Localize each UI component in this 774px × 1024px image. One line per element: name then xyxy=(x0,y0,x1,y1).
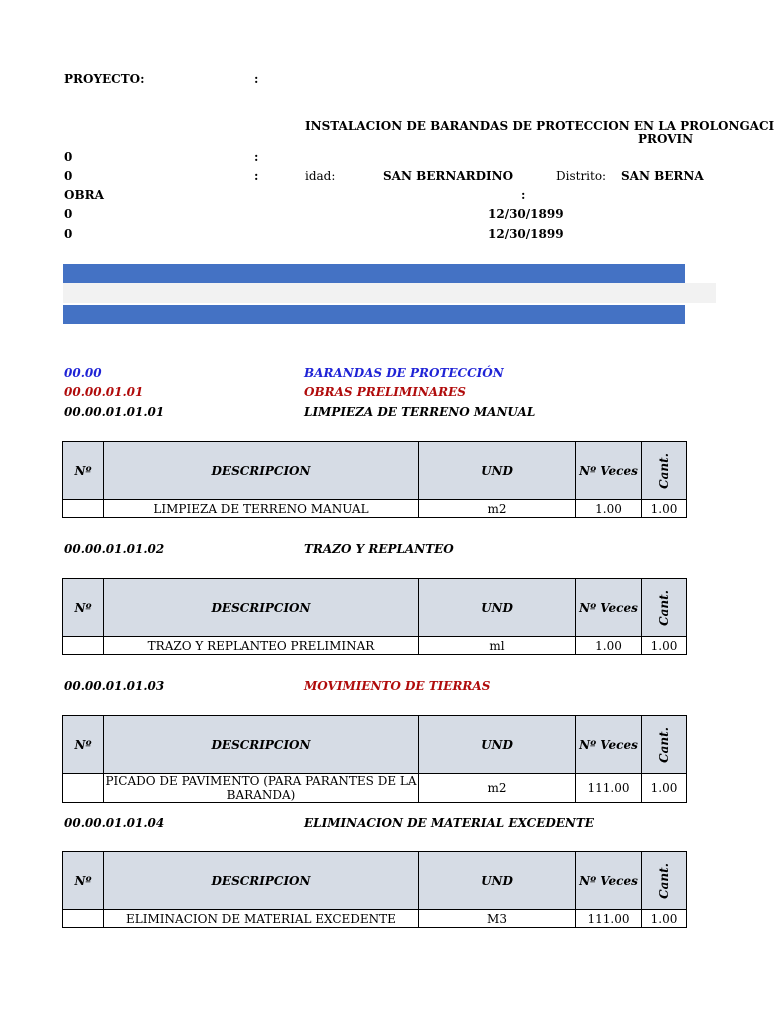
group1-code: 00.00 xyxy=(64,366,102,380)
header-cant xyxy=(642,442,687,500)
header-cant xyxy=(642,716,687,774)
header-descripcion: DESCRIPCION xyxy=(104,579,419,637)
row-description: TRAZO Y REPLANTEO PRELIMINAR xyxy=(104,637,419,655)
distrito-label: Distrito: xyxy=(556,169,607,183)
header-und: UND xyxy=(419,716,576,774)
section-4-table xyxy=(62,851,687,928)
section-2-table xyxy=(62,578,687,655)
header-cant xyxy=(642,579,687,637)
row-veces: 1.00 xyxy=(576,500,642,518)
table-row xyxy=(63,500,687,518)
row-num xyxy=(63,910,104,928)
header-veces: Nº Veces xyxy=(576,716,642,774)
header-cant-label: Cant. xyxy=(657,452,671,489)
table-row xyxy=(63,637,687,655)
row1-colon: : xyxy=(254,150,259,164)
header-band xyxy=(63,283,716,303)
section-1-code: 00.00.01.01.01 xyxy=(64,405,165,419)
row-veces: 111.00 xyxy=(576,910,642,928)
section-2-title: TRAZO Y REPLANTEO xyxy=(304,542,454,556)
row5-date: 12/30/1899 xyxy=(488,227,564,241)
localidad-value: SAN BERNARDINO xyxy=(383,169,514,183)
header-descripcion: DESCRIPCION xyxy=(104,716,419,774)
row-description: PICADO DE PAVIMENTO (PARA PARANTES DE LA BARANDA) xyxy=(105,774,417,802)
header-descripcion: DESCRIPCION xyxy=(104,442,419,500)
distrito-value: SAN BERNA xyxy=(621,169,704,183)
group2-title: OBRAS PRELIMINARES xyxy=(304,385,466,399)
header-und: UND xyxy=(419,852,576,910)
obra-colon: : xyxy=(521,188,526,202)
row-veces: 111.00 xyxy=(576,774,642,803)
obra-label: OBRA xyxy=(64,188,104,202)
section-3-code: 00.00.01.01.03 xyxy=(64,679,165,693)
row-veces: 1.00 xyxy=(576,637,642,655)
section-3-title: MOVIMIENTO DE TIERRAS xyxy=(304,679,491,693)
header-bar-bottom xyxy=(63,305,685,324)
row-cant: 1.00 xyxy=(642,637,687,655)
project-title-line2: PROVIN xyxy=(638,132,694,146)
row5-key: 0 xyxy=(64,227,73,241)
header-cant xyxy=(642,852,687,910)
header-num: Nº xyxy=(63,716,104,774)
row1-key: 0 xyxy=(64,150,73,164)
header-num: Nº xyxy=(63,442,104,500)
header-num: Nº xyxy=(63,579,104,637)
section-1-table xyxy=(62,441,687,518)
section-1-title: LIMPIEZA DE TERRENO MANUAL xyxy=(304,405,536,419)
header-bar-top xyxy=(63,264,685,283)
localidad-label: idad: xyxy=(305,169,336,183)
header-und: UND xyxy=(419,442,576,500)
row-cant: 1.00 xyxy=(642,500,687,518)
header-veces: Nº Veces xyxy=(576,852,642,910)
header-veces: Nº Veces xyxy=(576,442,642,500)
row4-key: 0 xyxy=(64,207,73,221)
table-row xyxy=(63,910,687,928)
section-2-code: 00.00.01.01.02 xyxy=(64,542,165,556)
table-header-row xyxy=(63,579,687,637)
row2-key: 0 xyxy=(64,169,73,183)
table-header-row xyxy=(63,716,687,774)
table-header-row xyxy=(63,442,687,500)
row-unit: m2 xyxy=(419,500,576,518)
row-num xyxy=(63,637,104,655)
row-cant: 1.00 xyxy=(642,910,687,928)
group2-code: 00.00.01.01 xyxy=(64,385,144,399)
group1-title: BARANDAS DE PROTECCIÓN xyxy=(304,366,504,380)
header-veces: Nº Veces xyxy=(576,579,642,637)
header-cant-label: Cant. xyxy=(657,589,671,626)
row-unit: ml xyxy=(419,637,576,655)
header-num: Nº xyxy=(63,852,104,910)
project-title-line1: INSTALACION DE BARANDAS DE PROTECCION EN LA PROLONGACI xyxy=(305,119,774,133)
table-row xyxy=(63,774,687,803)
row-unit: m2 xyxy=(419,774,576,803)
row-unit: M3 xyxy=(419,910,576,928)
header-cant-label: Cant. xyxy=(657,726,671,763)
row2-colon: : xyxy=(254,169,259,183)
section-3-table xyxy=(62,715,687,803)
header-und: UND xyxy=(419,579,576,637)
row-description: ELIMINACION DE MATERIAL EXCEDENTE xyxy=(104,910,419,928)
section-4-title: ELIMINACION DE MATERIAL EXCEDENTE xyxy=(304,816,594,830)
proyecto-colon: : xyxy=(254,72,259,86)
row-description: LIMPIEZA DE TERRENO MANUAL xyxy=(104,500,419,518)
proyecto-label: PROYECTO: xyxy=(64,72,145,86)
header-descripcion: DESCRIPCION xyxy=(104,852,419,910)
row-num xyxy=(63,774,104,803)
header-cant-label: Cant. xyxy=(657,862,671,899)
table-header-row xyxy=(63,852,687,910)
section-4-code: 00.00.01.01.04 xyxy=(64,816,165,830)
row-cant: 1.00 xyxy=(642,774,687,803)
row4-date: 12/30/1899 xyxy=(488,207,564,221)
row-num xyxy=(63,500,104,518)
